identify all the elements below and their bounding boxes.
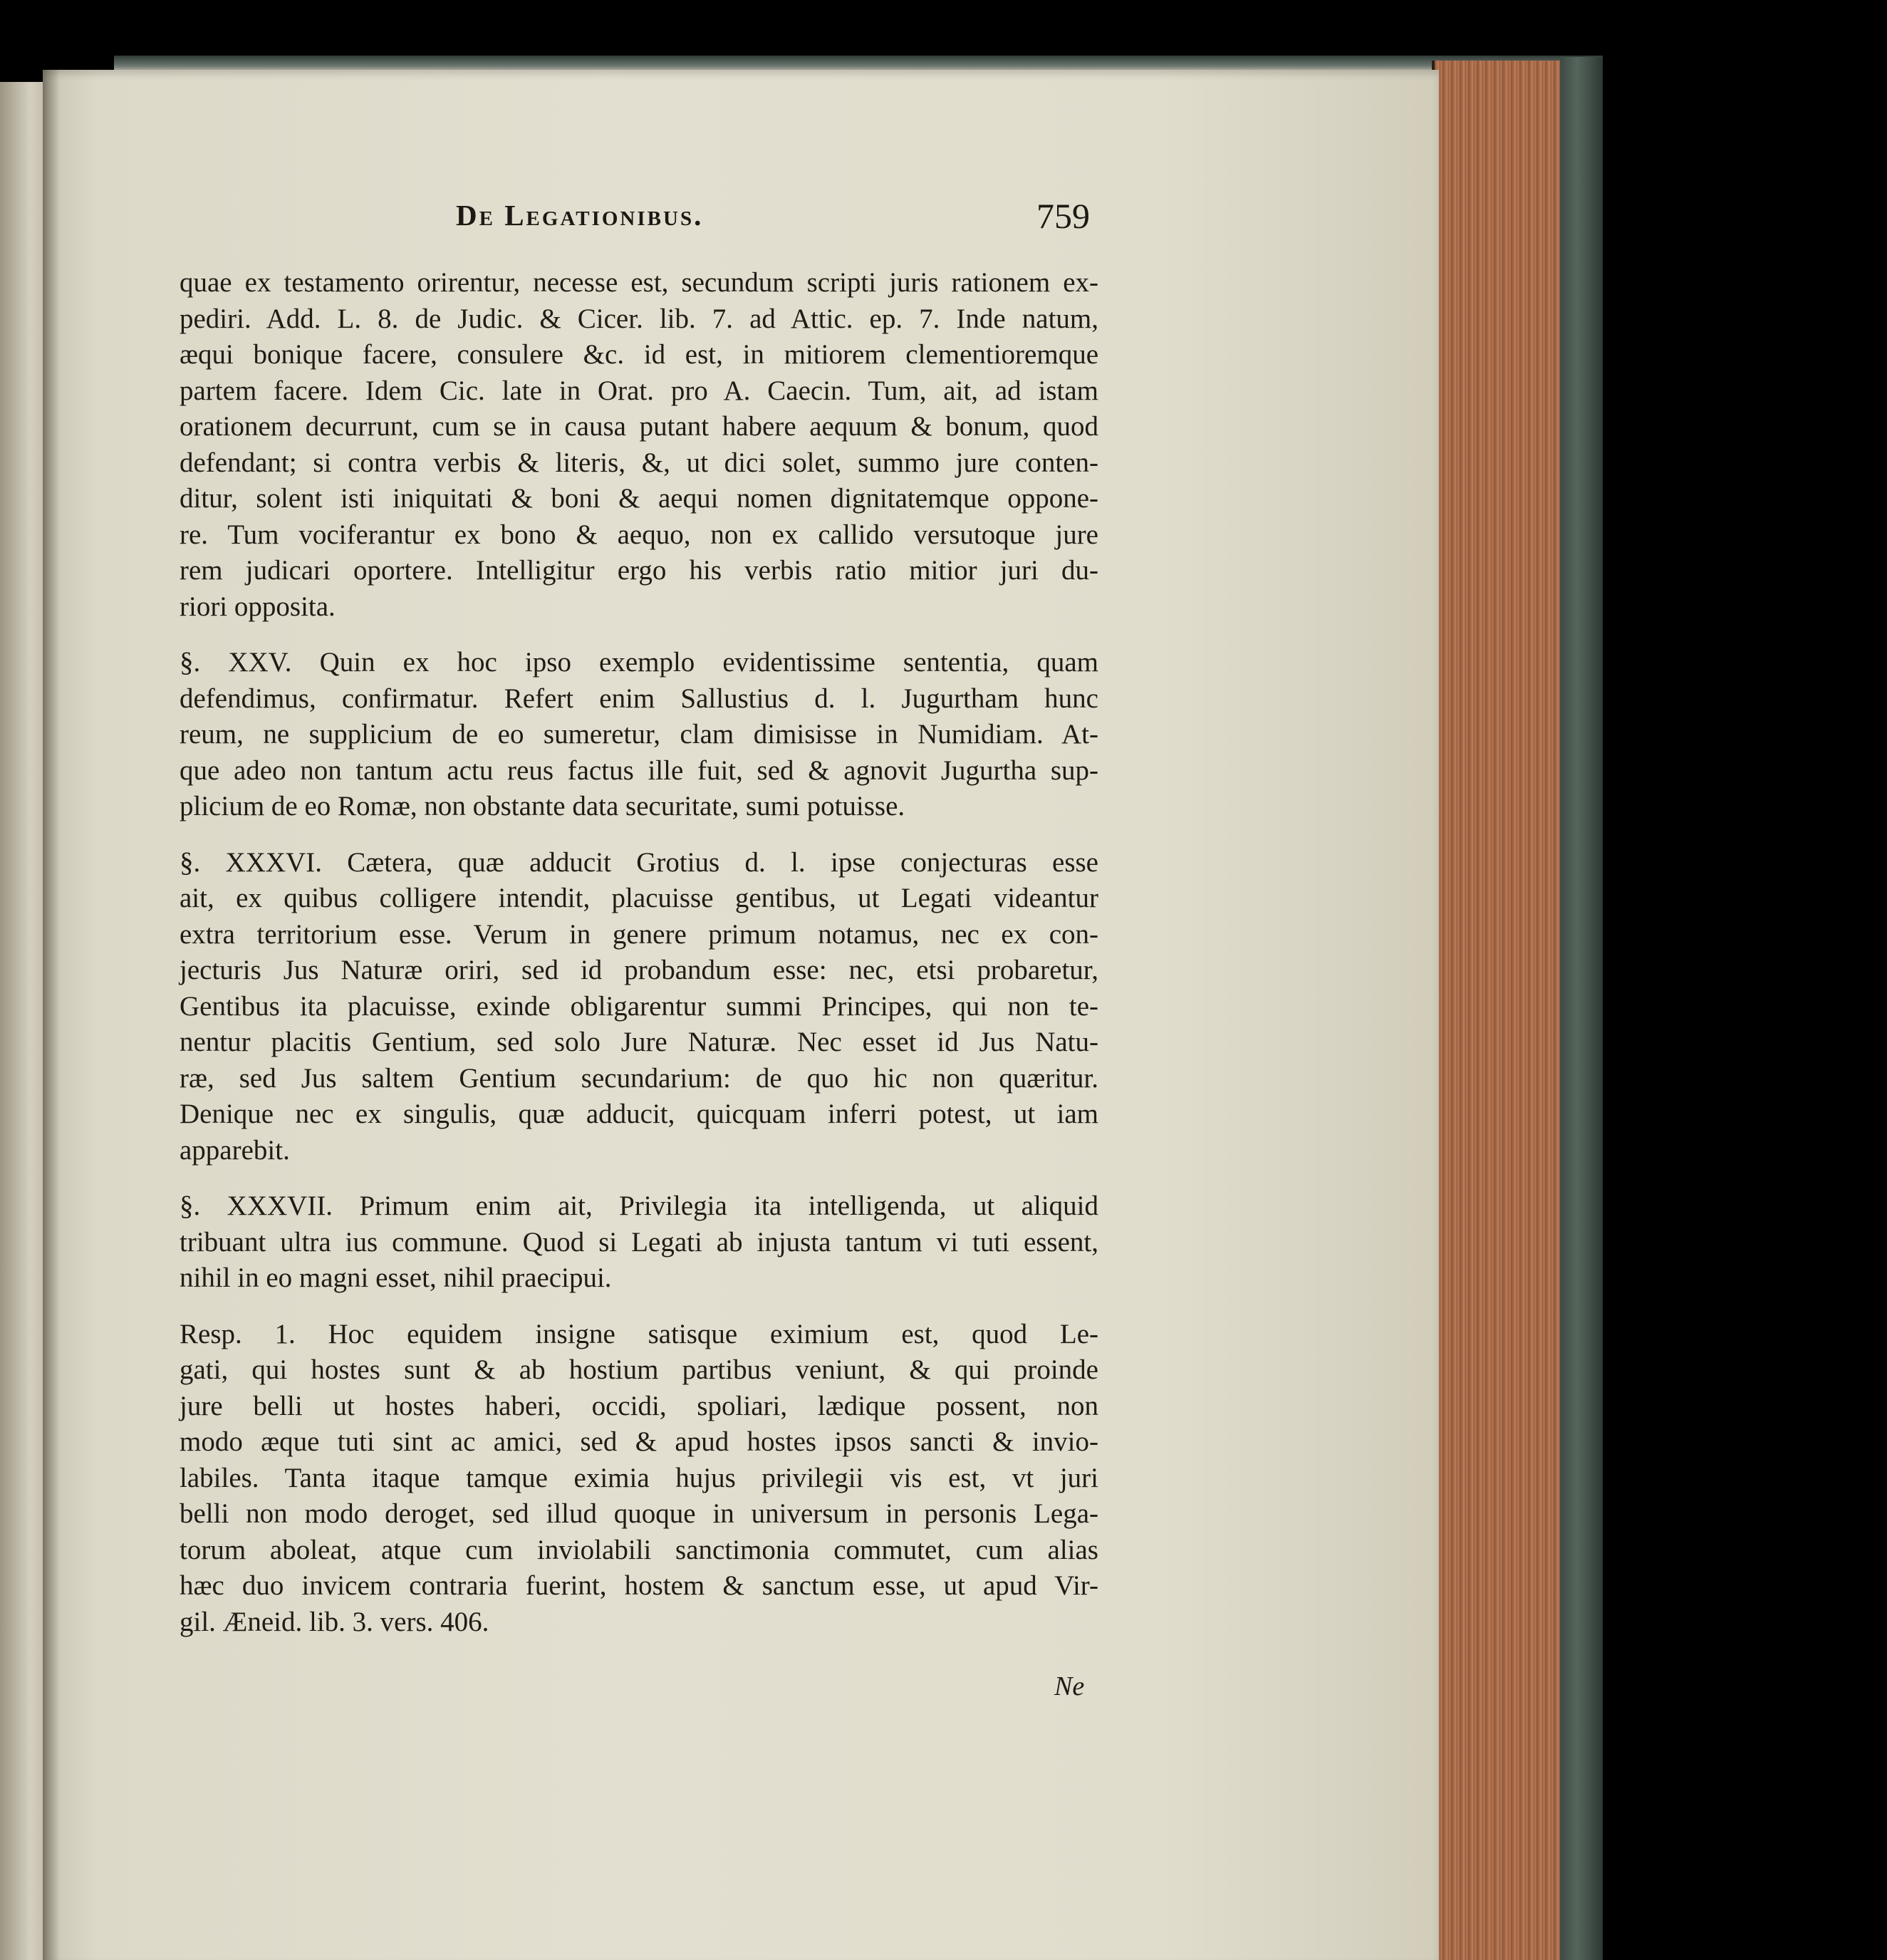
text-line: nihil in eo magni esset, nihil praecipui. — [180, 1262, 612, 1293]
text-line: Resp. 1. Hoc equidem insigne satisque eximium est, quod Le- — [180, 1318, 1098, 1349]
paragraph-gap — [180, 1297, 1098, 1317]
text-line: gil. Æneid. lib. 3. vers. 406. — [180, 1606, 489, 1637]
gutter-shadow — [43, 70, 60, 1960]
text-line: defendimus, confirmatur. Refert enim Sallustius d. l. Jugurtham hunc — [180, 683, 1098, 714]
text-line: riori opposita. — [180, 591, 336, 622]
catchword: Ne — [1054, 1671, 1085, 1701]
text-line: pediri. Add. L. 8. de Judic. & Cicer. lib. 7. ad Attic. ep. 7. Inde natum, — [180, 303, 1098, 334]
book-fore-edge — [1432, 61, 1563, 1960]
text-line: rem judicari oportere. Intelligitur ergo his verbis ratio mitior juri du- — [180, 555, 1098, 586]
text-line: Gentibus ita placuisse, exinde obligarentur summi Principes, qui non te- — [180, 990, 1098, 1022]
text-line: defendant; si contra verbis & literis, &, ut dici solet, summo jure conten- — [180, 447, 1098, 478]
text-line: ræ, sed Jus saltem Gentium secundarium: de quo hic non quæritur. — [180, 1062, 1098, 1094]
text-line: ait, ex quibus colligere intendit, placuisse gentibus, ut Legati videantur — [180, 883, 1098, 913]
text-line: tribuant ultra ius commune. Quod si Legati ab injusta tantum vi tuti essent, — [180, 1226, 1098, 1258]
text-line: §. XXXVI. Cætera, quæ adducit Grotius d. l. ipse conjecturas esse — [180, 846, 1098, 878]
text-line: §. XXXVII. Primum enim ait, Privilegia ita intelligenda, ut aliquid — [180, 1191, 1098, 1221]
text-line: labiles. Tanta itaque tamque eximia hujus privilegii vis est, vt juri — [180, 1462, 1098, 1493]
running-title: De Legationibus. — [456, 199, 704, 232]
page-number: 759 — [1036, 196, 1090, 236]
text-line: partem facere. Idem Cic. late in Orat. pro A. Caecin. Tum, ait, ad istam — [180, 375, 1098, 406]
text-line: §. XXV. Quin ex hoc ipso exemplo evidentissime sententia, quam — [180, 647, 1098, 678]
text-line: quae ex testamento orirentur, necesse est, secundum scripti juris rationem ex- — [180, 267, 1098, 298]
text-line: re. Tum vociferantur ex bono & aequo, non ex callido versutoque jure — [180, 519, 1098, 550]
cover-board — [1560, 57, 1603, 1960]
text-line: modo æque tuti sint ac amici, sed & apud hostes ipsos sancti & invio- — [180, 1426, 1098, 1457]
text-line: Denique nec ex singulis, quæ adducit, quicquam inferri potest, ut iam — [180, 1099, 1098, 1129]
text-line: æqui bonique facere, consulere &c. id est, in mitiorem clementioremque — [180, 339, 1098, 370]
text-line: ditur, solent isti iniquitati & boni & aequi nomen dignitatemque oppone- — [180, 483, 1098, 514]
text-line: belli non modo deroget, sed illud quoque in universum in personis Lega- — [180, 1498, 1098, 1529]
running-head — [456, 198, 1090, 248]
text-line: reum, ne supplicium de eo sumeretur, clam dimisisse in Numidiam. At- — [180, 719, 1098, 750]
text-line: orationem decurrunt, cum se in causa putant habere aequum & bonum, quod — [180, 411, 1098, 442]
paragraph-gap — [180, 625, 1098, 645]
text-line: nentur placitis Gentium, sed solo Jure Naturæ. Nec esset id Jus Natu- — [180, 1027, 1098, 1057]
text-line: gati, qui hostes sunt & ab hostium partibus veniunt, & qui proinde — [180, 1354, 1098, 1385]
text-line: jure belli ut hostes haberi, occidi, spoliari, lædique possent, non — [180, 1390, 1098, 1421]
text-line: extra territorium esse. Verum in genere primum notamus, nec ex con- — [180, 918, 1098, 950]
text-line: jecturis Jus Naturæ oriri, sed id probandum esse: nec, etsi probaretur, — [180, 955, 1098, 985]
body-text — [180, 265, 1098, 1640]
text-line: que adeo non tantum actu reus factus ille fuit, sed & agnovit Jugurtha sup- — [180, 755, 1098, 786]
text-line: torum aboleat, atque cum inviolabili sanctimonia commutet, cum alias — [180, 1534, 1098, 1565]
paragraph-gap — [180, 825, 1098, 845]
paragraph-gap — [180, 1168, 1098, 1188]
text-line: hæc duo invicem contraria fuerint, hostem & sanctum esse, ut apud Vir- — [180, 1570, 1098, 1601]
text-line: apparebit. — [180, 1134, 290, 1166]
text-line: plicium de eo Romæ, non obstante data securitate, sumi potuisse. — [180, 791, 905, 821]
